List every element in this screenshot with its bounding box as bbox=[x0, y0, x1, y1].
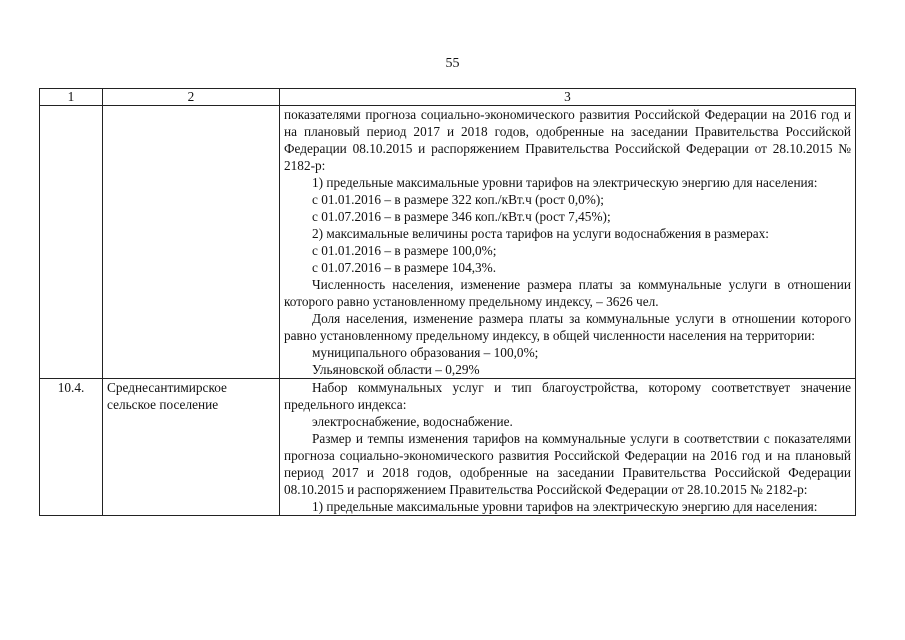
paragraph: 1) предельные максимальные уровни тарифов на электрическую энергию для населения: bbox=[312, 499, 818, 514]
paragraph: Численность населения, изменение размера платы за коммунальные услуги в отношении которого равно установленному предельному индексу, – 3626 чел. bbox=[284, 277, 851, 309]
paragraph: с 01.07.2016 – в размере 104,3%. bbox=[312, 260, 497, 275]
paragraph: с 01.01.2016 – в размере 322 коп./кВт.ч (рост 0,0%); bbox=[312, 192, 604, 207]
table-row bbox=[40, 379, 856, 516]
paragraph: Ульяновской области – 0,29% bbox=[312, 362, 480, 377]
paragraph: с 01.01.2016 – в размере 100,0%; bbox=[312, 243, 497, 258]
paragraph: Доля населения, изменение размера платы за коммунальные услуги в отношении которого равно установленному предельному индексу, в общей численности населения на территории: bbox=[284, 311, 851, 343]
settlement-name-cell: Среднесантимирское сельское поселение bbox=[103, 379, 280, 516]
paragraph: электроснабжение, водоснабжение. bbox=[312, 414, 513, 429]
table-header-row bbox=[40, 89, 856, 106]
row-number-cell bbox=[40, 106, 103, 379]
column-header-1: 1 bbox=[40, 89, 103, 106]
paragraph: показателями прогноза социально-экономического развития Российской Федерации на 2016 год и на плановый период 2017 и 2018 годов, одобренные на заседании Правительства Российской Федерации 08.10.2015 и распоряжением Правительства Российской Федерации от 28.10.2015 № 2182-р: bbox=[284, 107, 851, 173]
paragraph: муниципального образования – 100,0%; bbox=[312, 345, 539, 360]
page-number: 55 bbox=[445, 56, 460, 71]
tariff-table bbox=[39, 88, 856, 516]
tariff-description-cell bbox=[280, 379, 856, 516]
tariff-description-cell bbox=[280, 106, 856, 379]
settlement-name-cell bbox=[103, 106, 280, 379]
row-number-cell: 10.4. bbox=[40, 379, 103, 516]
paragraph: 2) максимальные величины роста тарифов на услуги водоснабжения в размерах: bbox=[312, 226, 769, 241]
column-header-3: 3 bbox=[280, 89, 856, 106]
column-header-2: 2 bbox=[103, 89, 280, 106]
paragraph: Размер и темпы изменения тарифов на коммунальные услуги в соответствии с показателями прогноза социально-экономического развития Российской Федерации на 2016 год и на плановый период 2017 и 2018 годов, одобренные на заседании Правительства Российской Федерации 08.10.2015 и распоряжением Правительства Российской Федерации от 28.10.2015 № 2182-р: bbox=[284, 431, 851, 497]
paragraph: 1) предельные максимальные уровни тарифов на электрическую энергию для населения: bbox=[312, 175, 818, 190]
paragraph: с 01.07.2016 – в размере 346 коп./кВт.ч (рост 7,45%); bbox=[312, 209, 611, 224]
paragraph: Набор коммунальных услуг и тип благоустройства, которому соответствует значение предельного индекса: bbox=[284, 380, 851, 412]
table-row bbox=[40, 106, 856, 379]
